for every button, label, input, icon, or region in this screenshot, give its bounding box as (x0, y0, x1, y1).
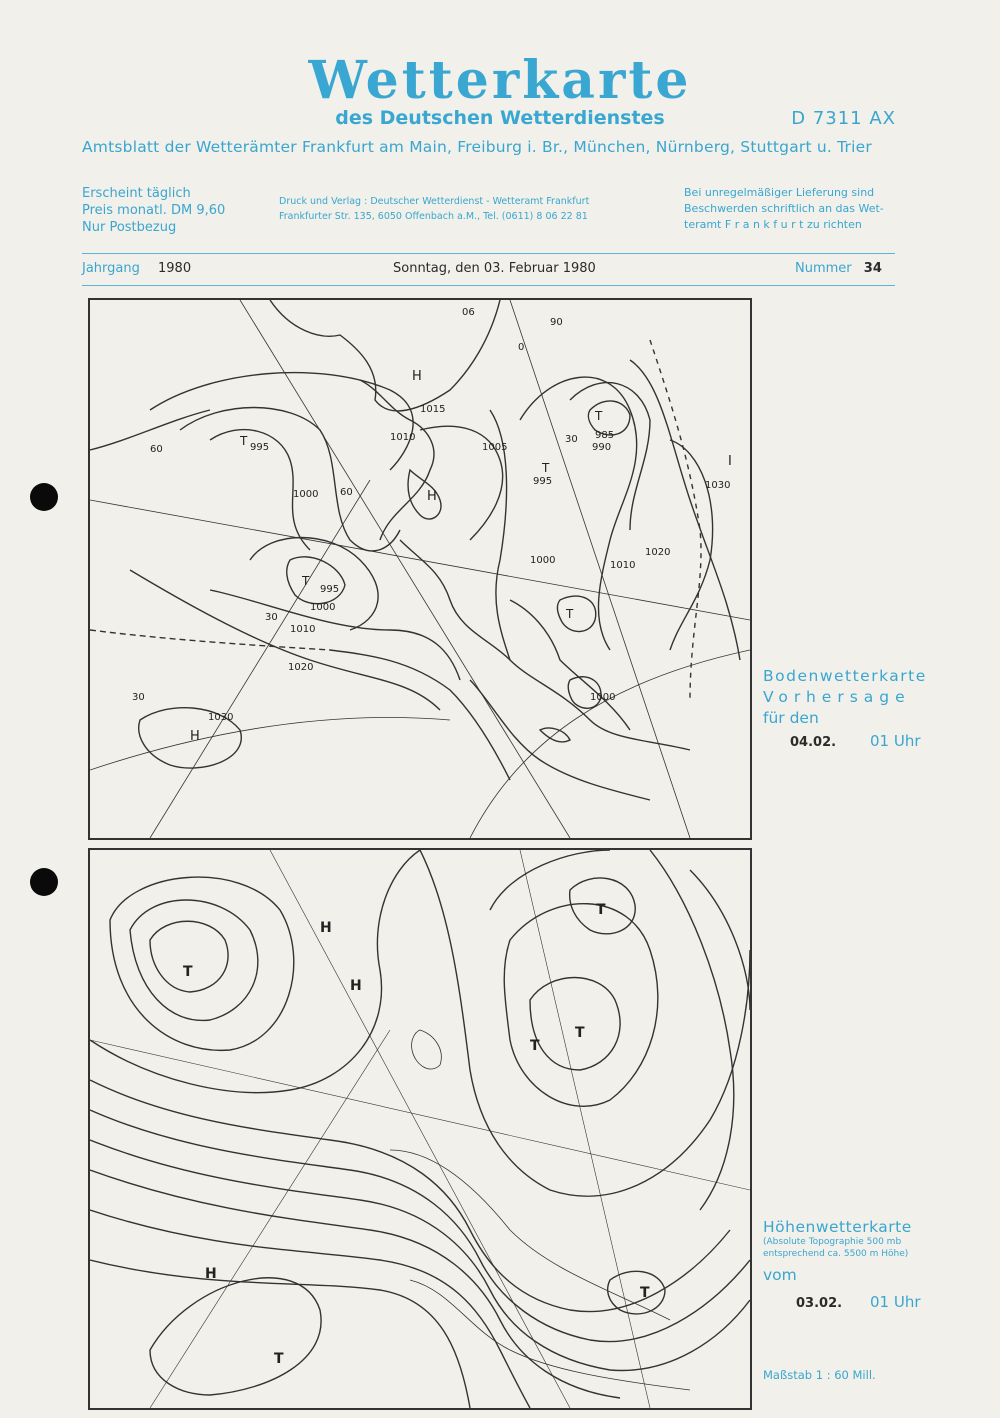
isobar-value: 1010 (390, 432, 416, 443)
grid-line (270, 850, 570, 1408)
upper-map-caption-title: Höhenwetterkarte (763, 1218, 912, 1236)
contour-line (690, 870, 750, 1010)
surface-map-drawing (90, 300, 750, 838)
isobar-value: 1000 (590, 692, 616, 703)
surface-map-caption-for: für den (763, 709, 819, 727)
low-label: T (640, 1285, 650, 1301)
surface-weather-map (88, 298, 752, 840)
isobar-value: 1010 (610, 560, 636, 571)
isobar-value: 985 (595, 430, 615, 441)
contour-line (420, 850, 750, 1196)
isobar-value: 995 (320, 584, 340, 595)
high-label: H (320, 920, 332, 936)
upper-map-time: 01 Uhr (870, 1293, 921, 1311)
low-label: T (274, 1351, 284, 1367)
longitude-label: 0 (518, 342, 525, 353)
isobar-value: 1000 (530, 555, 556, 566)
upper-map-caption-sub-line: entsprechend ca. 5500 m Höhe) (763, 1249, 909, 1259)
contour-line (90, 1140, 750, 1370)
high-label: H (205, 1266, 217, 1282)
grid-line (240, 300, 570, 838)
isobar-value: 1020 (645, 547, 671, 558)
high-pressure-label: H (412, 369, 422, 384)
punch-hole-top (30, 483, 58, 511)
island (540, 728, 570, 742)
contour-line (150, 921, 228, 992)
isobar-value: 995 (533, 476, 553, 487)
info-right-line: Beschwerden schriftlich an das Wet- (684, 202, 884, 215)
low-label: T (183, 964, 193, 980)
jahrgang-value: 1980 (158, 261, 192, 276)
isobar (520, 377, 637, 650)
info-mid-line: Frankfurter Str. 135, 6050 Offenbach a.M., Tel. (0611) 8 06 22 81 (279, 211, 588, 222)
info-left-line: Nur Postbezug (82, 220, 177, 235)
issue-date: Sonntag, den 03. Februar 1980 (393, 261, 596, 276)
jahrgang (82, 261, 191, 276)
contour-line (130, 900, 258, 1020)
latitude-label: 60 (340, 487, 353, 498)
island (412, 1030, 442, 1069)
front-line (650, 340, 701, 700)
high-pressure-label: I (728, 454, 732, 469)
contour-line (650, 850, 734, 1210)
low-pressure-label: T (595, 409, 603, 423)
contour-line (150, 1278, 321, 1395)
nummer-value: 34 (863, 261, 882, 276)
upper-map-date: 03.02. (796, 1296, 843, 1311)
high-pressure-label: H (190, 729, 200, 744)
rule-bottom (82, 285, 895, 286)
nummer (795, 261, 882, 276)
info-right-line: Bei unregelmäßiger Lieferung sind (684, 186, 875, 199)
isobar-value: 1030 (705, 480, 731, 491)
surface-map-caption-title: Bodenwetterkarte (763, 667, 927, 685)
isobar-value: 1000 (293, 489, 319, 500)
grid-line (90, 500, 750, 620)
low-pressure-label: T (302, 574, 310, 588)
latitude-label: 30 (265, 612, 278, 623)
upper-air-map (88, 848, 752, 1410)
isobar (570, 383, 650, 530)
isobar-value: 995 (250, 442, 270, 453)
info-left-line: Preis monatl. DM 9,60 (82, 203, 226, 218)
high-label: H (350, 978, 362, 994)
nummer-label: Nummer (795, 261, 852, 276)
isobar-value: 1020 (288, 662, 314, 673)
coastline (390, 1150, 670, 1320)
surface-map-date: 04.02. (790, 735, 837, 750)
isobar (130, 570, 440, 710)
info-right-line: teramt F r a n k f u r t zu richten (684, 218, 862, 231)
low-pressure-label: T (542, 461, 550, 475)
info-mid-line: Druck und Verlag : Deutscher Wetterdienst - Wetteramt Frankfurt (279, 196, 590, 207)
latitude-label: 60 (150, 444, 163, 455)
isobar (287, 557, 345, 604)
low-label: T (575, 1025, 585, 1041)
grid-line (150, 480, 370, 838)
contour-line (90, 1260, 470, 1408)
info-left-line: Erscheint täglich (82, 186, 191, 201)
surface-map-time: 01 Uhr (870, 732, 921, 750)
info-left (82, 185, 225, 236)
latitude-label: 30 (132, 692, 145, 703)
publication-code: D 7311 AX (791, 108, 896, 129)
high-pressure-label: H (427, 489, 437, 504)
isobar-value: 1015 (420, 404, 446, 415)
isobar-value: 1005 (482, 442, 508, 453)
isobar-value: 1010 (290, 624, 316, 635)
grid-line (150, 1030, 390, 1408)
punch-hole-bottom (30, 868, 58, 896)
upper-map-drawing (90, 850, 750, 1408)
coastline (400, 540, 690, 750)
isobar (180, 408, 400, 551)
isobar (558, 596, 596, 631)
contour-line (110, 877, 294, 1050)
upper-map-caption-sub (763, 1236, 908, 1260)
coastline (470, 680, 650, 800)
contour-line (90, 1170, 620, 1398)
contour-line (490, 850, 610, 910)
low-label: T (530, 1038, 540, 1054)
front-line (330, 650, 510, 780)
masthead-title: Wetterkarte (308, 50, 692, 111)
upper-map-caption-vom: vom (763, 1266, 797, 1284)
low-pressure-label: T (566, 607, 574, 621)
longitude-label: 06 (462, 307, 475, 318)
low-label: T (596, 902, 606, 918)
isobar-value: 990 (592, 442, 612, 453)
jahrgang-label: Jahrgang (82, 261, 140, 276)
isobar (150, 373, 416, 470)
surface-map-caption-forecast: Vorhersage (763, 688, 911, 706)
rule-top (82, 253, 895, 254)
masthead-subtitle: des Deutschen Wetterdienstes (335, 107, 665, 129)
low-pressure-label: T (240, 434, 248, 448)
map-scale: Maßstab 1 : 60 Mill. (763, 1368, 876, 1382)
longitude-label: 30 (565, 434, 578, 445)
amtsblatt-line: Amtsblatt der Wetterämter Frankfurt am Main, Freiburg i. Br., München, Nürnberg, Stuttgart u. Trier (82, 138, 872, 156)
upper-map-caption-sub-line: (Absolute Topographie 500 mb (763, 1237, 902, 1247)
contour-line (530, 978, 620, 1071)
info-publisher (279, 194, 589, 224)
isobar-value: 1000 (310, 602, 336, 613)
contour-line (504, 904, 658, 1107)
longitude-label: 90 (550, 317, 563, 328)
info-right (684, 185, 884, 233)
grid-line (520, 850, 650, 1408)
isobar-value: 1030 (208, 712, 234, 723)
